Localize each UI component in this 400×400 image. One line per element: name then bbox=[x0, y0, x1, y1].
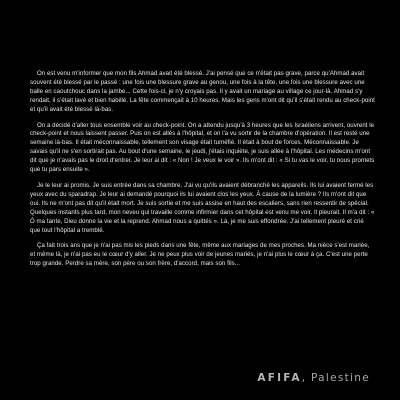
signature bbox=[257, 372, 370, 384]
signature-place: Palestine bbox=[311, 372, 370, 384]
paragraph-2: On a décidé d'aller tous ensemble voir au check-point. On a attendu jusqu'à 3 heures que les Israéliens arrivent, ouvrent le check-point et nous laissent passer. Puis on est allés à l'hôpital, et on l'a vu sortir de la chambre d'opération. Il est resté une semaine là-bas. Il était méconnaissable, tellement son visage était tuméfié. Il était à bout de forces. Méconnaissable. Je savais qu'il ne s'en sortirait pas. Au bout d'une semaine, le jeudi, j'étais inquiète, je suis allée à l'hôpital. Les médecins m'ont dit que je n'avais pas le droit d'entrer. Je leur ai dit : « Non ! Je veux le voir ». Ils m'ont dit : « Si tu vas le voir, tu nous promets que tu pars ensuite ». bbox=[30, 121, 375, 174]
testimony-text bbox=[30, 70, 375, 276]
paragraph-1: On est venu m'informer que mon fils Ahmad avait été blessé. J'ai pensé que ce n'était pas grave, parce qu'Ahmad avait souvent été blessé par le passé : une fois une blessure grave au genou, une fois à la tête, une fois une blessure avec une balle en caoutchouc dans la jambe... Cette fois-ci, je n'y croyais pas. Il y avait un mariage au village ce jour-là. Ahmad s'y rendait, il s'était lavé et bien habillé. La fête commençait à 10 heures. Mais les gens m'ont dit qu'il s'était rendu au check-point et qu'il avait été blessé là-bas. bbox=[30, 70, 375, 113]
signature-separator: , bbox=[301, 372, 307, 384]
signature-name: AFIFA bbox=[257, 372, 302, 384]
paragraph-3: Je le leur ai promis. Je suis entrée dans sa chambre. J'ai vu qu'ils avaient débranché les appareils. Ils lui avaient fermé les yeux avec du sparadrap. Je leur ai demandé pourquoi ils lui avaient clos les yeux. À cause de la lumière ? Ils m'ont dit que oui. Ils ne m'ont pas dit qu'il était mort. Je suis sortie et me suis assise en haut des escaliers, sans rien ressentir de spécial. Quelques instants plus tard, mon neveu qui travaille comme infirmier dans cet hôpital est venu me voir. Il pleurait. Il m'a dit : « Ô ma tante, Dieu donne la vie et la reprend. Ahmad nous a quittés ». Là, je me suis effondrée. J'ai tellement pleuré et crié que tout l'hôpital a tremblé. bbox=[30, 181, 375, 234]
paragraph-4: Ça fait trois ans que je n'ai pas mis les pieds dans une fête, même aux mariages de mes proches. Ma nièce s'est mariée, et même là, je n'ai pas eu le cœur d'y aller. Je ne peux plus voir de jeunes mariés, je n'ai plus le cœur à ça. C'est une perte trop grande. Perdre sa mère, son père ou son frère, d'accord, mais son fils... bbox=[30, 242, 370, 268]
